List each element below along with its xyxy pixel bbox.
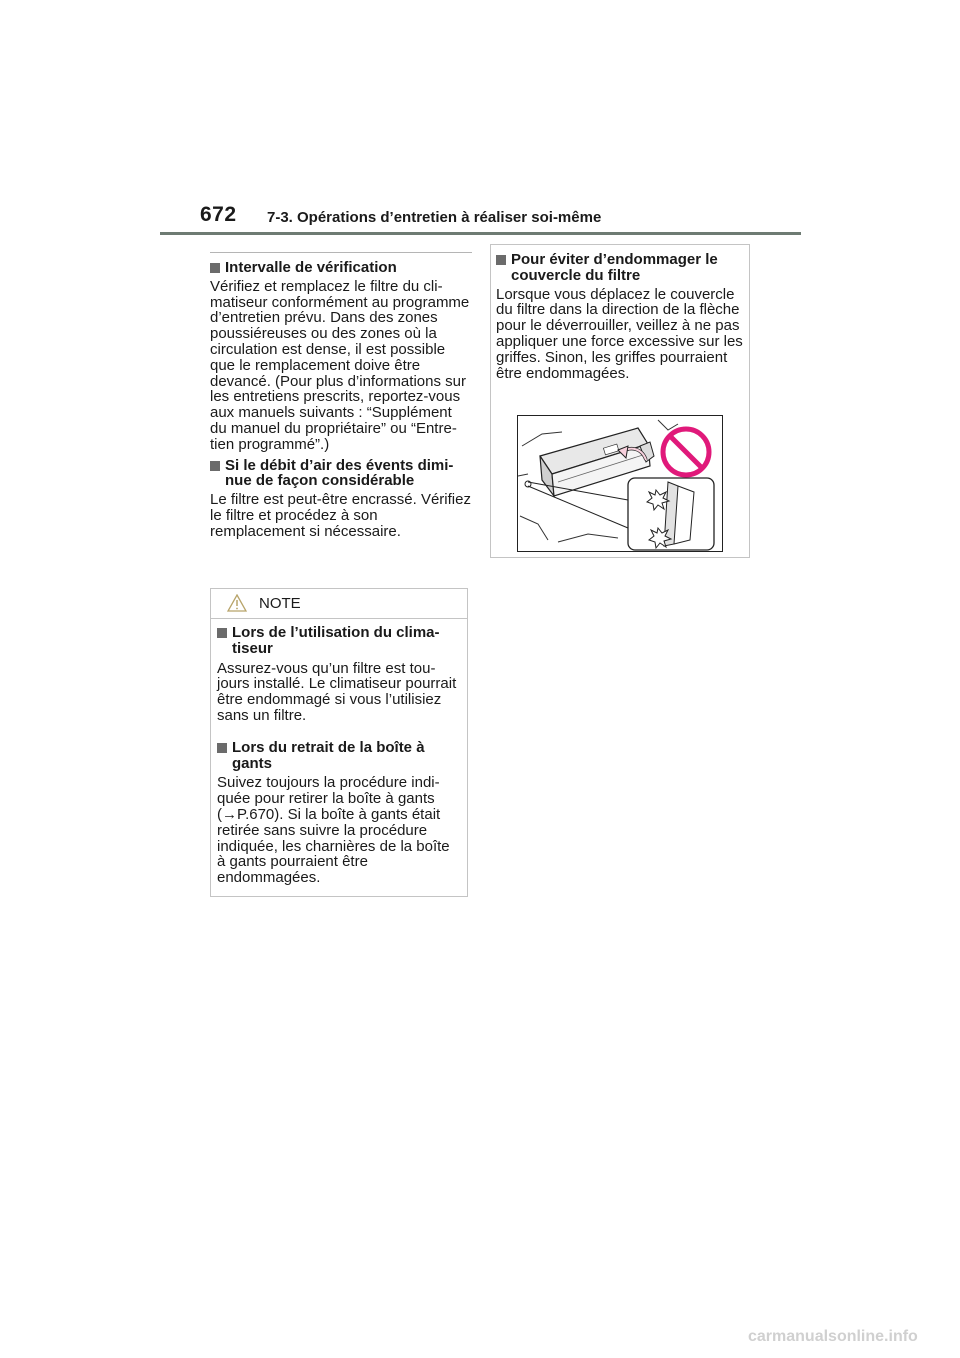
note-header [211,589,467,619]
note-text: Suivez toujours la procédure indiquée pour retirer la boîte à gants (→P.670). Si la boîte à gants était retirée sans suivre la procédure indiquée, les charnières de la boîte à gants pourraient être endommagées. [217,774,450,887]
interval-section [210,260,472,453]
square-bullet-icon [210,263,220,273]
airflow-section [210,458,472,540]
filter-cover-illustration [517,415,723,552]
warning-triangle-icon [227,594,247,612]
interval-text: Vérifiez et remplacez le filtre du climatiseur conformément au programme d’entretien prévu. Dans des zones poussiéreuses ou des zones où la circulation est dense, il est possible que le remplacement doive être devancé. (Pour plus d’informations sur les entretiens prescrits, reportez-vous aux manuels suivants : “Supplément du manuel du propriétaire” ou “Entretien programmé”.) [210,277,470,453]
note-body [211,619,467,886]
avoid-text: Lorsque vous déplacez le couvercle du filtre dans la direction de la flèche pour le déverrouiller, veillez à ne pas appliquer une force excessive sur les griffes. Sinon, les griffes pourraient être endommagées. [496,285,743,382]
filter-cover-drawing [518,416,723,552]
section-title: 7-3. Opérations d’entretien à réaliser soi-même [267,209,602,226]
header-rule [160,232,801,235]
note-label: NOTE [259,595,301,612]
note-box [210,588,468,897]
note-heading: Lors du retrait de la boîte à gants [217,740,461,772]
square-bullet-icon [210,461,220,471]
square-bullet-icon [496,255,506,265]
watermark: carmanualsonline.info [748,1328,918,1345]
note-text: Assurez-vous qu’un filtre est toujours installé. Le climatiseur pourrait être endommagé si vous l’utilisiez sans un filtre. [217,659,457,724]
note-heading: Lors de l’utilisation du climatiseur [217,625,461,657]
airflow-heading: Si le débit d’air des évents diminue de façon considérable [210,458,472,490]
filter-cover-caution-box [490,244,750,558]
interval-heading: Intervalle de vérification [210,260,472,276]
note-item-aircon [217,625,461,724]
square-bullet-icon [217,743,227,753]
avoid-heading: Pour éviter d’endommager le couvercle du filtre [496,252,744,284]
page-header [160,200,801,236]
column-rule [210,252,472,253]
note-item-glovebox [217,740,461,886]
airflow-text: Le filtre est peut-être encrassé. Vérifiez le filtre et procédez à son remplacement si nécessaire. [210,491,471,540]
square-bullet-icon [217,628,227,638]
left-column [210,252,472,545]
page-number: 672 [200,203,237,226]
